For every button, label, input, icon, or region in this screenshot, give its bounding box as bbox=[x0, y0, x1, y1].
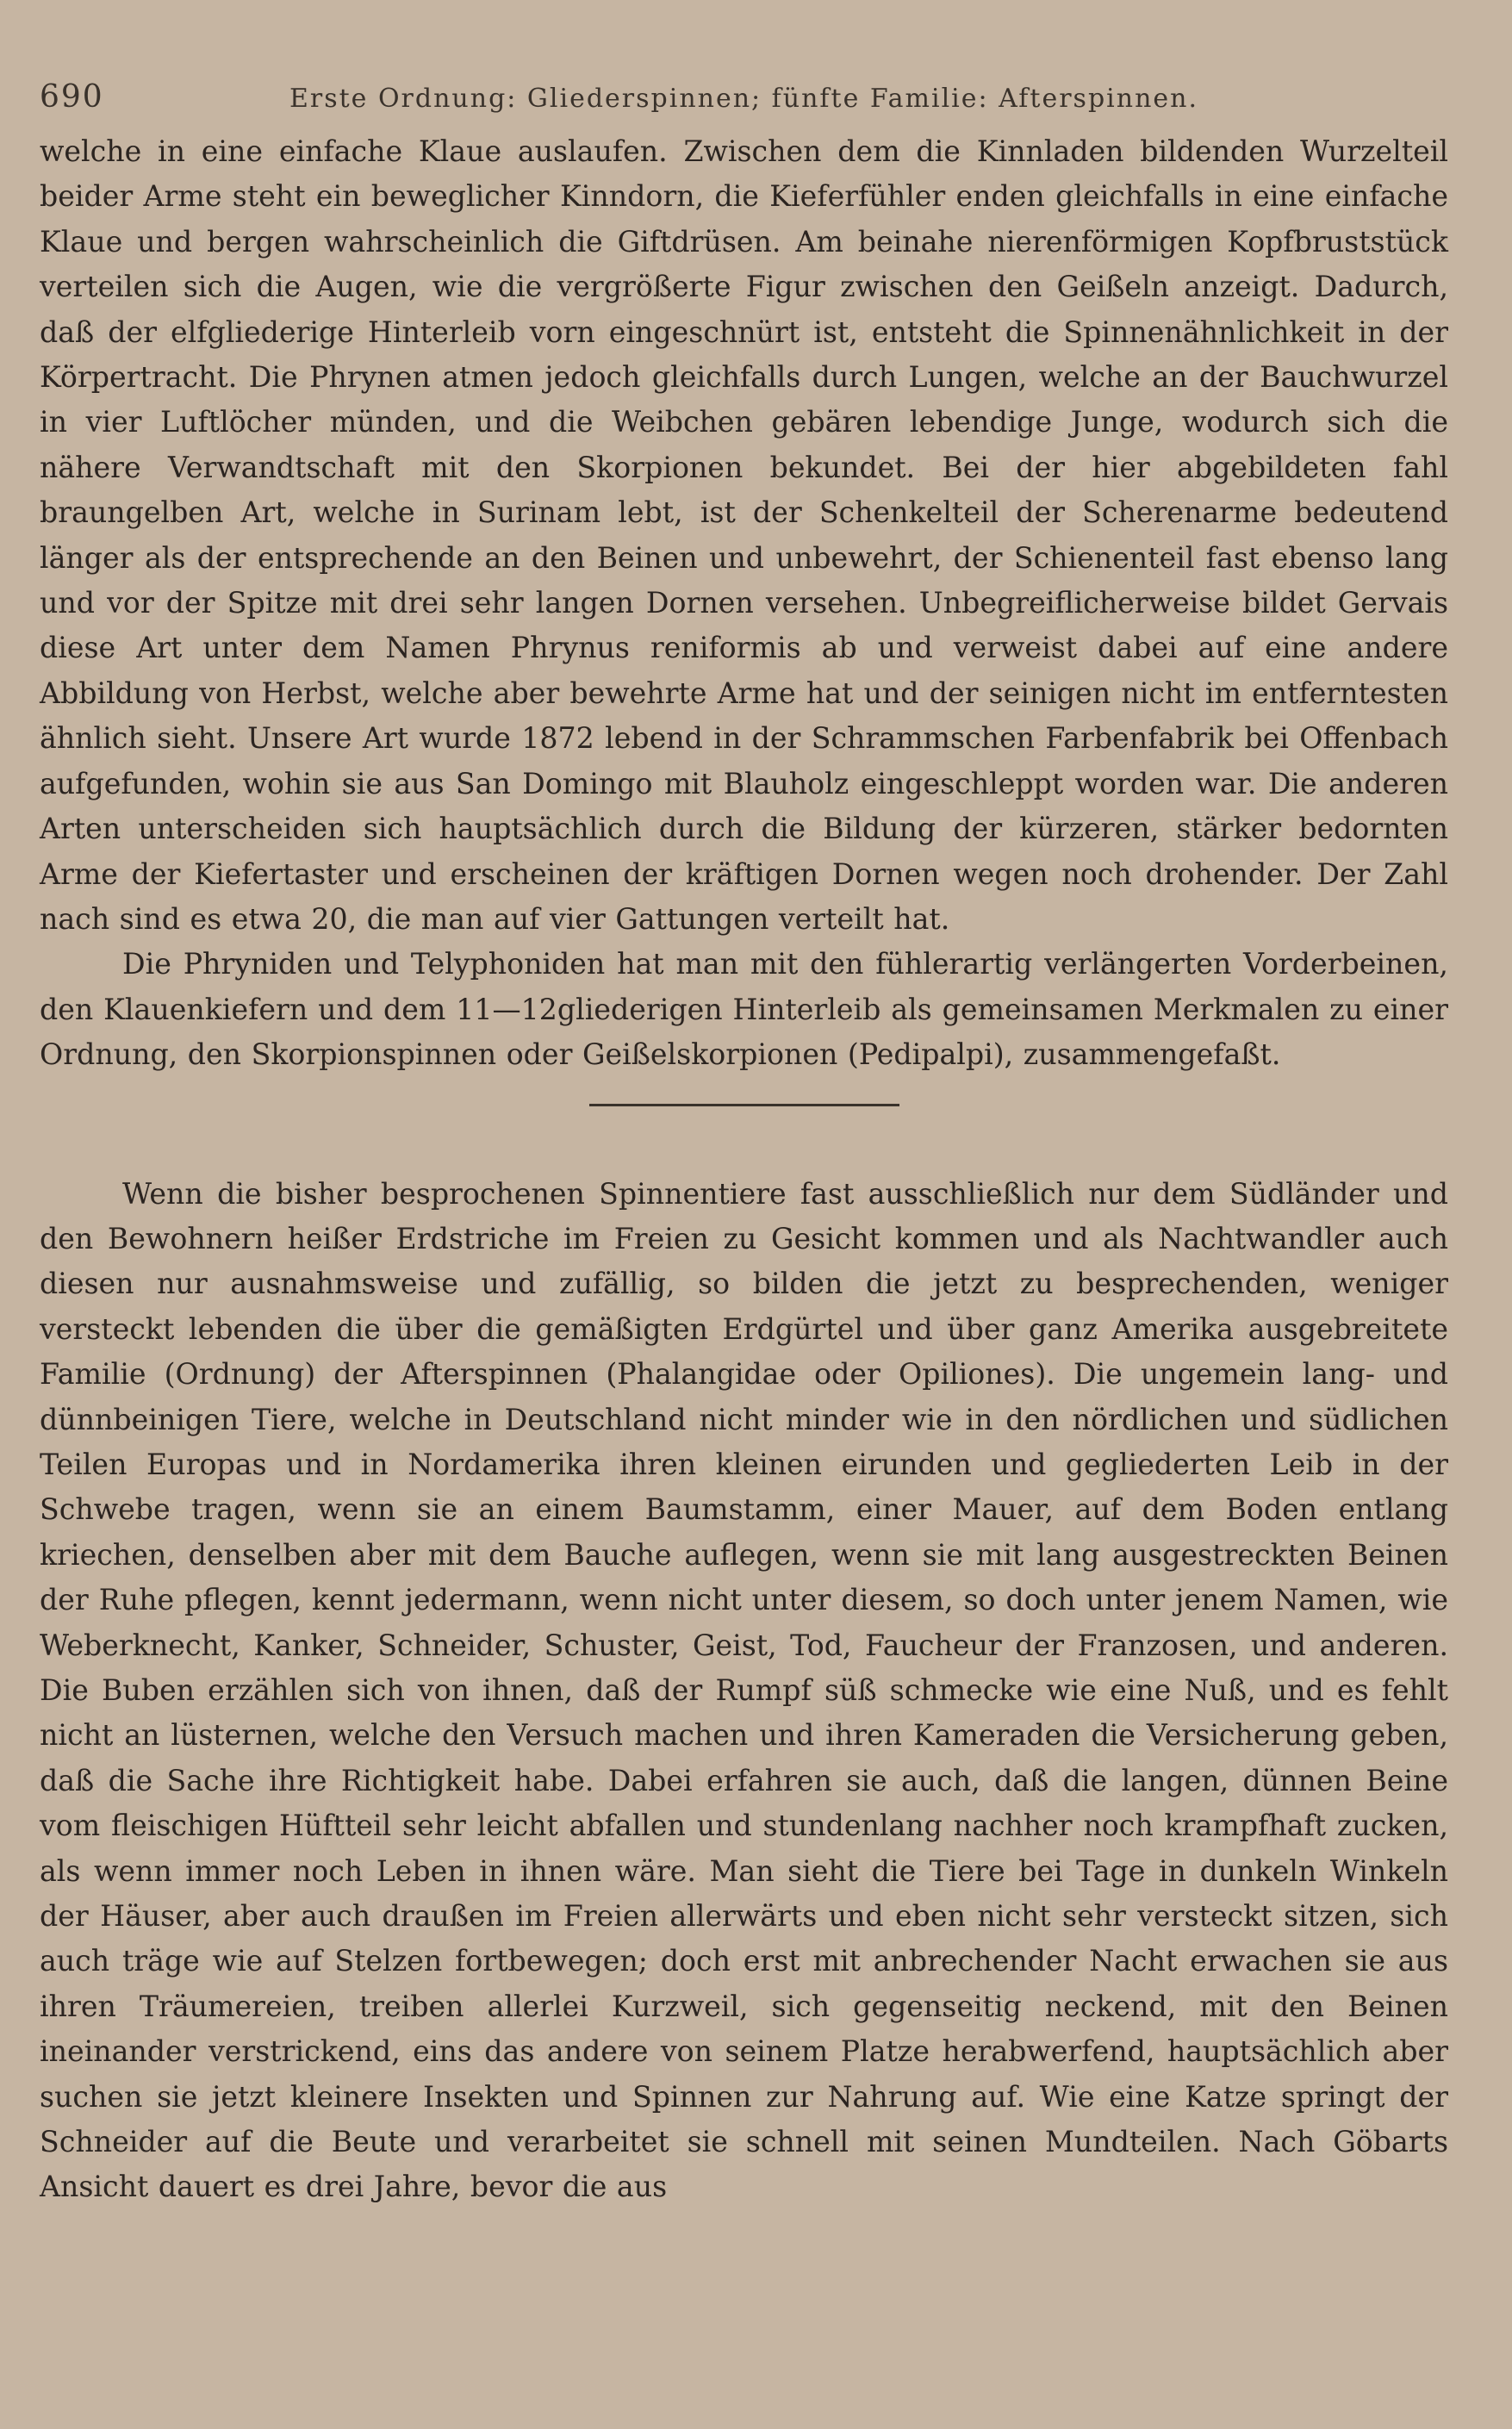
page-number: 690 bbox=[40, 79, 104, 115]
paragraph-afterspinnen: Wenn die bisher besprochenen Spinnentiere fast ausschließlich nur dem Südländer und den Bewohnern heißer Erdstriche im Freien zu Gesicht kommen und als Nachtwandler auch diesen nur ausnahmsweise und zufällig, so bilden die jetzt zu besprechenden, weniger versteckt lebenden die über die gemäßigten Erdgürtel und über ganz Amerika ausgebreitete Familie (Ordnung) der Afterspinnen (Phalangidae oder Opiliones). Die ungemein lang- und dünnbeinigen Tiere, welche in Deutschland nicht minder wie in den nördlichen und südlichen Teilen Europas und in Nordamerika ihren kleinen eirunden und gegliederten Leib in der Schwebe tragen, wenn sie an einem Baumstamm, einer Mauer, auf dem Boden entlang kriechen, denselben aber mit dem Bauche auflegen, wenn sie mit lang ausgestreckten Beinen der Ruhe pflegen, kennt jedermann, wenn nicht unter diesem, so doch unter jenem Namen, wie Weberknecht, Kanker, Schneider, Schuster, Geist, Tod, Faucheur der Franzosen, und anderen. Die Buben erzählen sich von ihnen, daß der Rumpf süß schmecke wie eine Nuß, und es fehlt nicht an lüsternen, welche den Versuch machen und ihren Kameraden die Versicherung geben, daß die Sache ihre Richtigkeit habe. Dabei erfahren sie auch, daß die langen, dünnen Beine vom fleischigen Hüftteil sehr leicht abfallen und stundenlang nachher noch krampfhaft zucken, als wenn immer noch Leben in ihnen wäre. Man sieht die Tiere bei Tage in dunkeln Winkeln der Häuser, aber auch draußen im Freien allerwärts und eben nicht sehr versteckt sitzen, sich auch träge wie auf Stelzen fortbewegen; doch erst mit anbrechender Nacht erwachen sie aus ihren Träumereien, treiben allerlei Kurzweil, sich gegenseitig neckend, mit den Beinen ineinander verstrickend, eins das andere von seinem Platze herabwerfend, hauptsächlich aber suchen sie jetzt kleinere Insekten und Spinnen zur Nahrung auf. Wie eine Katze springt der Schneider auf die Beute und verarbeitet sie schnell mit seinen Mundteilen. Nach Göbarts Ansicht dauert es drei Jahre, bevor die aus bbox=[40, 1176, 1448, 2204]
paragraph-pedipalpi: Die Phryniden und Telyphoniden hat man mit den fühlerartig verlängerten Vorderbeinen, den Klauenkiefern und dem 11—12gliederigen Hinterleib als gemeinsamen Merkmalen zu einer Ordnung, den Skorpionspinnen oder Geißelskorpionen (Pedipalpi), zusammengefaßt. bbox=[40, 947, 1448, 1072]
page-header bbox=[40, 79, 1448, 129]
paragraph-phrynus-description: welche in eine einfache Klaue auslaufen. Zwischen dem die Kinnladen bildenden Wurzelteil beider Arme steht ein beweglicher Kinndorn, die Kieferfühler enden gleichfalls in eine einfache Klaue und bergen wahrscheinlich die Giftdrüsen. Am beinahe nierenförmigen Kopfbruststück verteilen sich die Augen, wie die vergrößerte Figur zwischen den Geißeln anzeigt. Dadurch, daß der elfgliederige Hinterleib vorn eingeschnürt ist, entsteht die Spinnenähnlichkeit in der Körpertracht. Die Phrynen atmen jedoch gleichfalls durch Lungen, welche an der Bauchwurzel in vier Luftlöcher münden, und die Weibchen gebären lebendige Junge, wodurch sich die nähere Verwandtschaft mit den Skorpionen bekundet. Bei der hier abgebildeten fahl braungelben Art, welche in Surinam lebt, ist der Schenkelteil der Scherenarme bedeutend länger als der entsprechende an den Beinen und unbewehrt, der Schienenteil fast ebenso lang und vor der Spitze mit drei sehr langen Dornen versehen. Unbegreiflicherweise bildet Gervais diese Art unter dem Namen Phrynus reniformis ab und verweist dabei auf eine andere Abbildung von Herbst, welche aber bewehrte Arme hat und der seinigen nicht im entferntesten ähnlich sieht. Unsere Art wurde 1872 lebend in der Schrammschen Farbenfabrik bei Offenbach aufgefunden, wohin sie aus San Domingo mit Blauholz eingeschleppt worden war. Die anderen Arten unterscheiden sich hauptsächlich durch die Bildung der kürzeren, stärker bedornten Arme der Kiefertaster und erscheinen der kräftigen Dornen wegen noch drohender. Der Zahl nach sind es etwa 20, die man auf vier Gattungen verteilt hat. bbox=[40, 134, 1448, 936]
section-separator bbox=[589, 1104, 899, 1106]
running-head: Erste Ordnung: Gliederspinnen; fünfte Familie: Afterspinnen. bbox=[289, 84, 1199, 114]
body-text bbox=[40, 129, 1448, 2210]
